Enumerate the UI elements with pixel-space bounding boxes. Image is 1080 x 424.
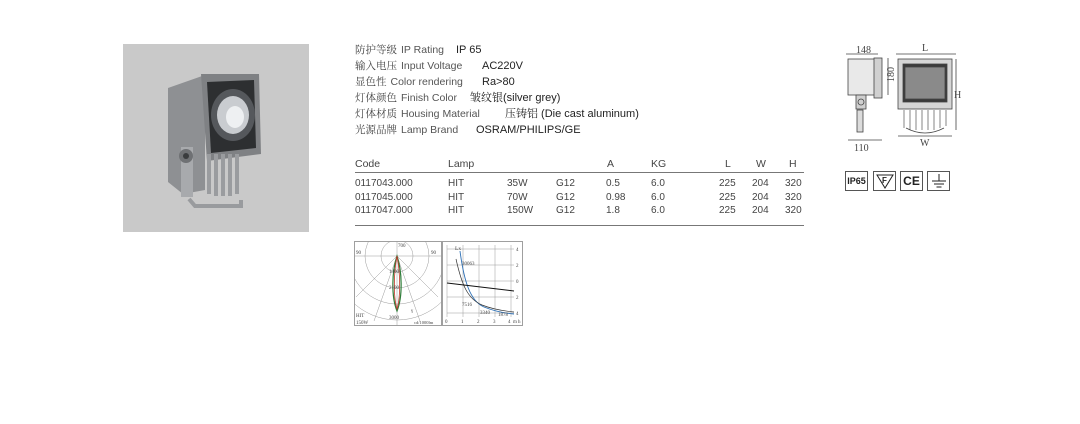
spec-label-cn: 输入电压 (355, 60, 397, 72)
polar-watt-label: 150W (356, 321, 369, 326)
spec-value: OSRAM/PHILIPS/GE (476, 124, 581, 136)
spec-value: Ra>80 (482, 76, 515, 88)
col-header-code: Code (355, 158, 381, 170)
cell-base: G12 (556, 178, 575, 189)
cell-lamp: HIT (448, 205, 465, 216)
lux-right-tick: 2 (516, 264, 519, 269)
dimension-drawing (838, 40, 970, 155)
cell-code: 0117047.000 (355, 205, 413, 216)
dim-110-label: 110 (854, 143, 869, 154)
cell-w: 204 (752, 205, 769, 216)
spec-value: IP 65 (456, 44, 482, 56)
lux-value-label: 1878 (498, 313, 508, 318)
lux-x-tick: 4 (508, 320, 511, 325)
cell-lamp: HIT (448, 192, 465, 203)
spec-label-cn: 灯体颜色 (355, 92, 397, 104)
col-header-h: H (789, 158, 797, 170)
f-mark-cert-icon (873, 171, 896, 191)
f-mark-label: F (881, 176, 887, 185)
f-triangle-icon (875, 173, 895, 189)
spec-label-cn: 光源品牌 (355, 124, 397, 136)
spec-label-cn: 灯体材质 (355, 108, 397, 120)
spec-row (355, 59, 523, 73)
polar-light-distribution-diagram (354, 241, 442, 326)
polar-ring-label: 2100 (389, 286, 399, 291)
ground-symbol-icon (929, 173, 949, 189)
cell-base: G12 (556, 192, 575, 203)
cell-l: 225 (719, 192, 736, 203)
lux-unit-label: Lx (455, 246, 462, 252)
lux-right-tick: 0 (516, 280, 519, 285)
col-header-lamp: Lamp (448, 158, 475, 170)
lux-x-unit: m (513, 320, 517, 325)
cell-w: 204 (752, 192, 769, 203)
cell-kg: 6.0 (651, 192, 665, 203)
cell-kg: 6.0 (651, 205, 665, 216)
spec-label-cn: 显色性 (355, 76, 387, 88)
lux-value-label: 3340 (480, 311, 490, 316)
lux-right-tick: 4 (516, 248, 519, 253)
ip65-cert-label: IP65 (847, 176, 866, 186)
cell-a: 0.5 (606, 178, 620, 189)
polar-lamp-label: HIT (356, 314, 365, 319)
polar-label-top: 700 (398, 244, 406, 249)
cell-base: G12 (556, 205, 575, 216)
ip65-cert-icon (845, 171, 868, 191)
lux-value-label: 30063 (462, 262, 475, 267)
ce-cert-icon (900, 171, 923, 191)
table-bottom-rule (355, 225, 804, 226)
polar-unit-label: cd/1000lm (414, 320, 434, 325)
dim-180-label: 180 (886, 67, 897, 82)
lux-right-tick: 4 (516, 312, 519, 317)
col-header-w: W (756, 158, 766, 170)
ground-cert-icon (927, 171, 950, 191)
cell-h: 320 (785, 192, 802, 203)
cell-watt: 150W (507, 205, 534, 216)
cell-l: 225 (719, 178, 736, 189)
spec-row (355, 75, 515, 89)
col-header-kg: KG (651, 158, 667, 170)
spec-row (355, 91, 561, 105)
lux-x-tick: 1 (461, 320, 464, 325)
lux-x-tick: 2 (477, 320, 480, 325)
lux-x-tick: 3 (493, 320, 496, 325)
dim-l-label: L (922, 43, 929, 54)
dim-h-label: H (954, 90, 962, 101)
cell-h: 320 (785, 178, 802, 189)
lux-x-tick: 0 (445, 320, 448, 325)
cell-w: 204 (752, 178, 769, 189)
polar-deg-right: 90 (431, 251, 436, 256)
spec-row (355, 123, 581, 137)
spec-value: 压铸铝 (Die cast aluminum) (505, 108, 639, 120)
spec-label-en: Input Voltage (401, 60, 463, 72)
spec-row (355, 107, 639, 121)
polar-ring-label: 3000 (389, 316, 399, 321)
table-header-rule (355, 172, 804, 173)
spec-value: 皱纹银(silver grey) (470, 92, 561, 104)
cell-watt: 70W (507, 192, 528, 203)
cell-h: 320 (785, 205, 802, 216)
cell-code: 0117043.000 (355, 178, 413, 189)
spec-label-en: Lamp Brand (401, 124, 459, 136)
lux-y-unit: h (518, 320, 521, 325)
col-header-a: A (607, 158, 615, 170)
col-header-l: L (725, 158, 731, 170)
spec-label-en: Color rendering (390, 76, 463, 88)
lux-diagram (442, 241, 523, 326)
lux-value-label: 7516 (462, 303, 472, 308)
polar-deg-left: 90 (356, 251, 361, 256)
cell-l: 225 (719, 205, 736, 216)
spec-label-en: Housing Material (401, 108, 480, 120)
cell-watt: 35W (507, 178, 528, 189)
cell-lamp: HIT (448, 178, 465, 189)
spec-label-cn: 防护等级 (355, 44, 397, 56)
cell-a: 0.98 (606, 192, 626, 203)
spec-label-en: Finish Color (401, 92, 458, 104)
ce-cert-label: CE (903, 174, 920, 188)
floodlight-image (123, 44, 309, 232)
cell-kg: 6.0 (651, 178, 665, 189)
product-photo (123, 44, 309, 232)
spec-label-en: IP Rating (401, 44, 444, 56)
dim-w-label: W (920, 138, 930, 149)
spec-row (355, 43, 482, 57)
spec-value: AC220V (482, 60, 523, 72)
polar-gamma-label: γ (411, 309, 414, 314)
polar-ring-label: 1400 (389, 270, 399, 275)
cell-code: 0117045.000 (355, 192, 413, 203)
lux-right-tick: 2 (516, 296, 519, 301)
dim-148-label: 148 (856, 45, 871, 56)
cell-a: 1.8 (606, 205, 620, 216)
